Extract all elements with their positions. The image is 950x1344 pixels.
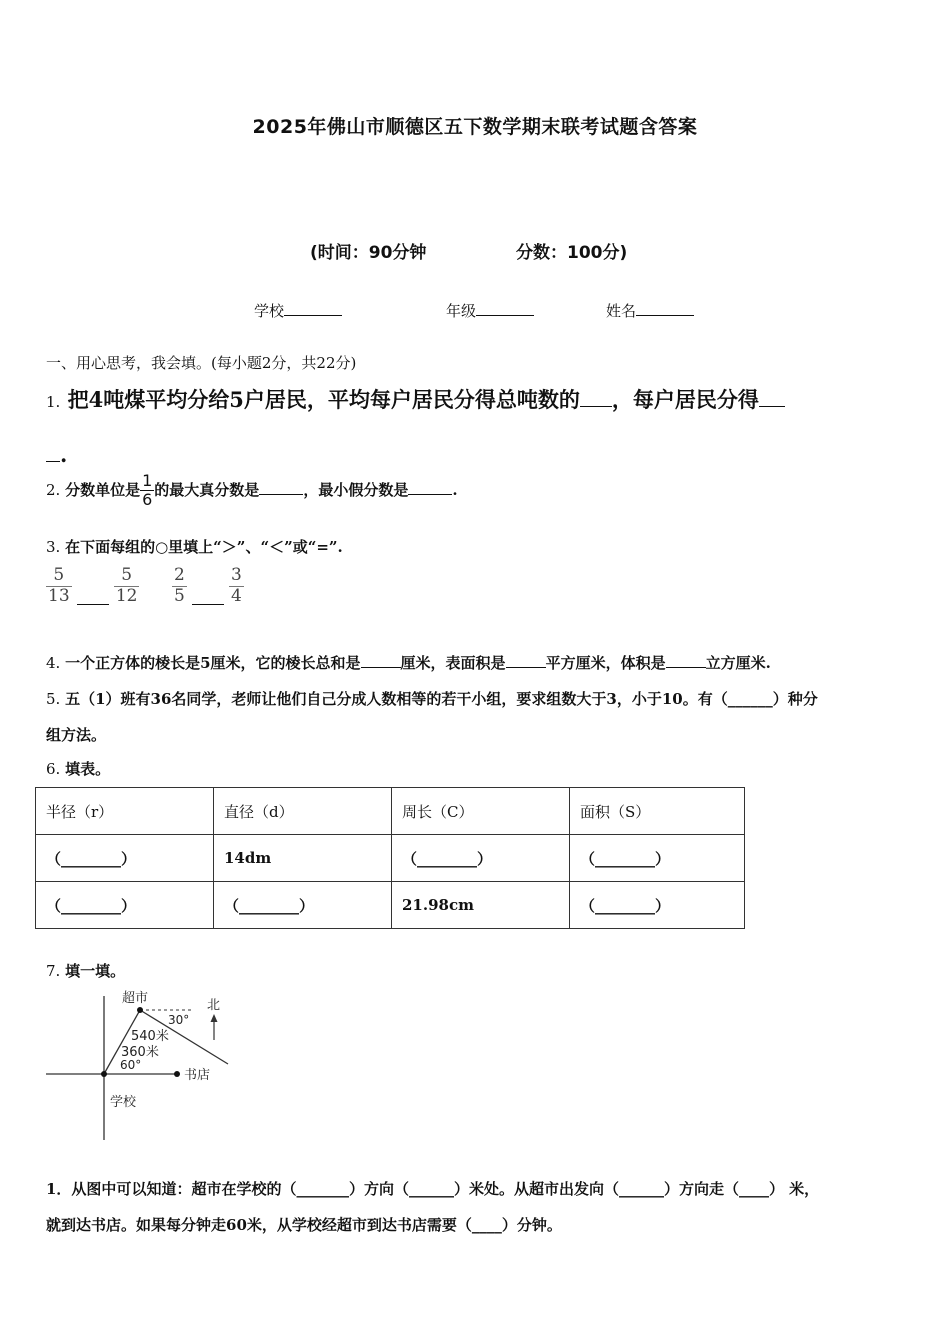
table-cell: 21.98cm bbox=[392, 882, 570, 929]
header-radius: 半径（r） bbox=[36, 788, 214, 835]
header-diameter: 直径（d） bbox=[214, 788, 392, 835]
q4-number: 4. bbox=[46, 654, 61, 672]
page-title: 2025年佛山市顺德区五下数学期末联考试题含答案 bbox=[252, 116, 698, 138]
table-header-row bbox=[36, 788, 745, 835]
q4-text-d: 立方厘米. bbox=[705, 654, 771, 672]
header-circumference: 周长（C） bbox=[392, 788, 570, 835]
q2-text-a: 分数单位是 bbox=[65, 480, 141, 499]
question-4 bbox=[46, 652, 771, 673]
q3-p1-blank bbox=[77, 588, 109, 605]
q7-sub1-line-1: 1．从图中可以知道：超市在学校的（_______）方向（______）米处。从超市出发向（______）方向走（____） 米， bbox=[46, 1180, 820, 1198]
school-field bbox=[254, 300, 342, 321]
q4-text-c: 平方厘米，体积是 bbox=[545, 654, 666, 672]
q2-frac-denominator: 6 bbox=[142, 490, 153, 510]
table-row bbox=[36, 835, 745, 882]
q3-p1-b-den: 12 bbox=[115, 585, 138, 606]
q1-text-b: ，每户居民分得 bbox=[611, 387, 759, 412]
grade-field bbox=[446, 300, 534, 321]
north-arrow-icon bbox=[211, 1014, 218, 1022]
q5-line-2: 组方法。 bbox=[46, 726, 107, 744]
total-score: 分数：100分) bbox=[516, 243, 628, 263]
market-point bbox=[137, 1007, 143, 1013]
q2-text-b: 的最大真分数是 bbox=[154, 480, 260, 499]
circle-table bbox=[35, 787, 745, 929]
q5-number: 5. bbox=[46, 690, 61, 708]
q1-text-a: 把4吨煤平均分给5户居民，平均每户居民分得总吨数的 bbox=[67, 387, 580, 412]
q3-p1-a-den: 13 bbox=[48, 585, 70, 606]
question-3 bbox=[46, 536, 343, 557]
table-cell: （________） bbox=[214, 882, 392, 929]
q1-number: 1. bbox=[46, 393, 61, 411]
label-540m: 540米 bbox=[131, 1029, 169, 1044]
label-school: 学校 bbox=[110, 1095, 137, 1110]
q3-pair-1 bbox=[46, 566, 139, 606]
q2-text-c: ，最小假分数是 bbox=[303, 480, 409, 499]
q1-end: . bbox=[60, 442, 68, 467]
q2-end: . bbox=[452, 480, 458, 499]
school-blank bbox=[284, 300, 342, 316]
q7-sub1-line-2: 就到达书店。如果每分钟走60米，从学校经超市到达书店需要（____）分钟。 bbox=[46, 1216, 562, 1234]
label-angle-30: 30° bbox=[168, 1013, 190, 1027]
q2-frac-numerator: 1 bbox=[142, 471, 153, 490]
q3-p2-blank bbox=[192, 588, 224, 605]
q5-line-1: 五（1）班有36名同学，老师让他们自己分成人数相等的若干小组，要求组数大于3，小于10。有（______）种分 bbox=[65, 690, 818, 708]
q3-p2-a-num: 2 bbox=[174, 565, 185, 585]
q1-continuation bbox=[46, 440, 67, 467]
q2-blank-2 bbox=[408, 479, 452, 495]
q4-blank-3 bbox=[666, 652, 706, 668]
name-blank bbox=[636, 300, 694, 316]
q1-blank-2-cont bbox=[46, 440, 60, 462]
q4-text-b: 厘米，表面积是 bbox=[400, 654, 506, 672]
q3-p2-a-den: 5 bbox=[174, 585, 185, 606]
table-cell: 14dm bbox=[214, 835, 392, 882]
q3-p2-b-num: 3 bbox=[231, 565, 242, 585]
label-360m: 360米 bbox=[121, 1045, 159, 1060]
q3-p1-b-num: 5 bbox=[114, 566, 140, 587]
bookstore-point bbox=[174, 1071, 180, 1077]
label-bookstore: 书店 bbox=[184, 1068, 211, 1083]
grade-label: 年级 bbox=[446, 302, 477, 320]
question-5 bbox=[46, 688, 818, 709]
q3-p2-frac-b bbox=[229, 566, 244, 606]
q3-pair-2 bbox=[172, 566, 244, 606]
q3-text: 在下面每组的○里填上“＞”、“＜”或“=”. bbox=[65, 538, 343, 556]
table-row bbox=[36, 882, 745, 929]
table-cell: （________） bbox=[392, 835, 570, 882]
q1-blank-2 bbox=[759, 385, 785, 407]
q2-fraction bbox=[140, 472, 154, 510]
q6-text: 填表。 bbox=[65, 760, 111, 778]
q6-number: 6. bbox=[46, 760, 61, 778]
q3-number: 3. bbox=[46, 538, 61, 556]
name-field bbox=[606, 300, 694, 321]
q4-blank-2 bbox=[506, 652, 546, 668]
q7-number: 7. bbox=[46, 962, 61, 980]
table-cell: （________） bbox=[36, 835, 214, 882]
direction-diagram bbox=[44, 988, 244, 1144]
q3-p1-a-num: 5 bbox=[46, 566, 72, 587]
label-angle-60: 60° bbox=[120, 1058, 142, 1072]
table-cell: （________） bbox=[570, 882, 745, 929]
q3-p1-frac-b bbox=[114, 566, 140, 606]
q3-p2-frac-a bbox=[172, 566, 187, 606]
q4-blank-1 bbox=[361, 652, 401, 668]
school-label: 学校 bbox=[254, 302, 285, 320]
school-point bbox=[101, 1071, 107, 1077]
name-label: 姓名 bbox=[606, 302, 637, 320]
table-cell: （________） bbox=[570, 835, 745, 882]
table-cell: （________） bbox=[36, 882, 214, 929]
section-heading: 一、用心思考，我会填。(每小题2分，共22分) bbox=[46, 354, 357, 372]
header-area: 面积（S） bbox=[570, 788, 745, 835]
q3-p1-frac-a bbox=[46, 566, 72, 606]
label-market: 超市 bbox=[122, 991, 149, 1006]
q7-text: 填一填。 bbox=[65, 962, 126, 980]
question-1 bbox=[46, 384, 785, 414]
label-north: 北 bbox=[207, 998, 221, 1013]
question-7 bbox=[46, 960, 125, 981]
grade-blank bbox=[476, 300, 534, 316]
q2-number: 2. bbox=[46, 480, 61, 499]
time-limit: (时间：90分钟 bbox=[310, 243, 427, 263]
question-6 bbox=[46, 758, 110, 779]
question-2 bbox=[46, 472, 458, 510]
q4-text-a: 一个正方体的棱长是5厘米，它的棱长总和是 bbox=[65, 654, 361, 672]
q2-blank-1 bbox=[259, 479, 303, 495]
q1-blank-1 bbox=[580, 385, 612, 407]
q3-p2-b-den: 4 bbox=[231, 585, 242, 606]
